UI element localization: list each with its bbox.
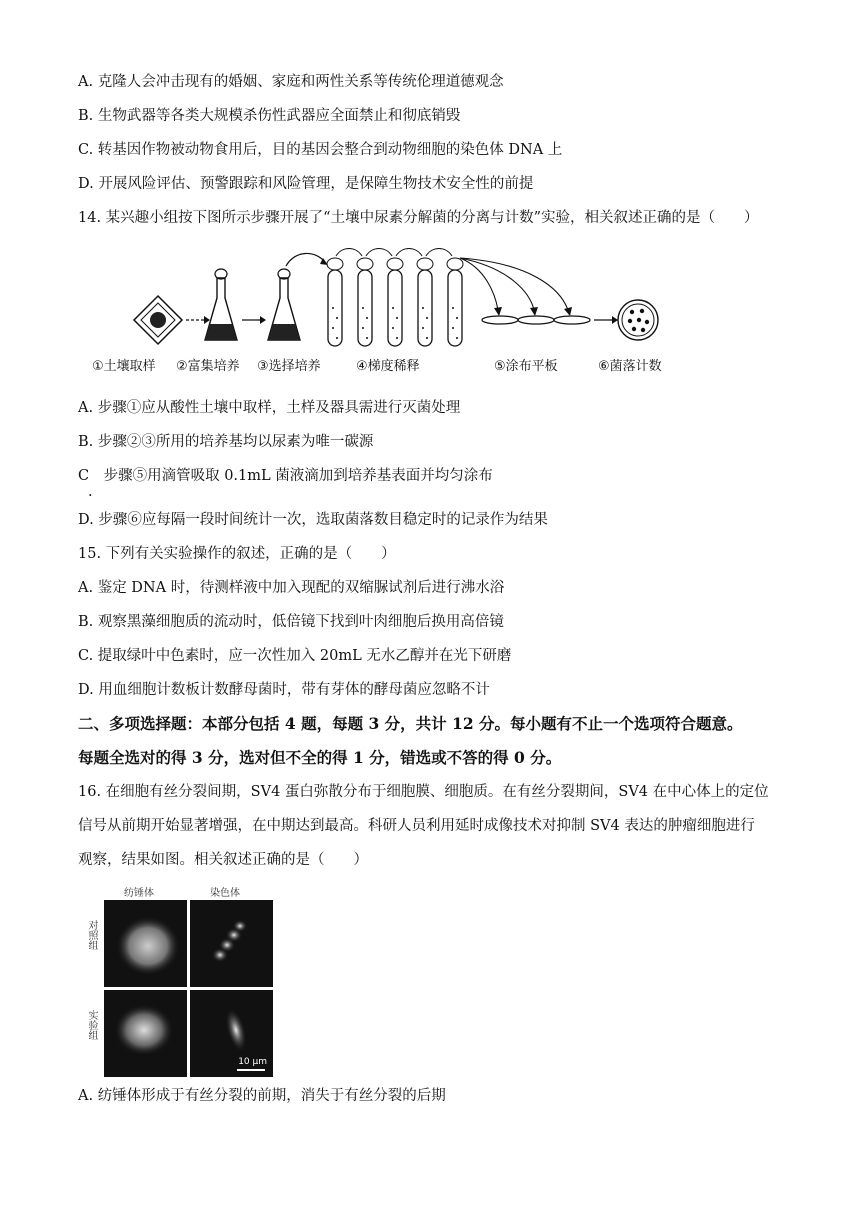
section2-heading-line1: 二、多项选择题：本部分包括 4 题，每题 3 分，共计 12 分。每小题有不止一个选项符合题意。 — [78, 714, 743, 733]
step-label-5: ⑤涂布平板 — [494, 359, 558, 374]
q14-option-d: D. 步骤⑥应每隔一段时间统计一次，选取菌落数目稳定时的记录作为结果 — [78, 512, 548, 528]
q14-option-a: A. 步骤①应从酸性土壤中取样，土样及器具需进行灭菌处理 — [78, 400, 461, 416]
panel-control-chromosome — [190, 900, 273, 987]
q15-stem: 15. 下列有关实验操作的叙述，正确的是（ ） — [78, 546, 396, 562]
panel-experiment-spindle — [104, 990, 187, 1077]
q15-option-a: A. 鉴定 DNA 时，待测样液中加入现配的双缩脲试剂后进行沸水浴 — [78, 580, 505, 596]
panel-control-spindle — [104, 900, 187, 987]
soil-sample-icon — [134, 296, 182, 344]
scale-bar — [237, 1069, 265, 1071]
q15-option-b: B. 观察黑藻细胞质的流动时，低倍镜下找到叶肉细胞后换用高倍镜 — [78, 614, 504, 630]
q14-option-c-dot: . — [88, 484, 93, 500]
colony-plate-icon — [618, 300, 658, 340]
q13-option-a: A. 克隆人会冲击现有的婚姻、家庭和两性关系等传统伦理道德观念 — [78, 74, 504, 90]
section2-heading-line2: 每题全选对的得 3 分，选对但不全的得 1 分，错选或不答的得 0 分。 — [78, 748, 562, 767]
panel-experiment-chromosome — [190, 990, 273, 1077]
step-label-2: ②富集培养 — [176, 359, 240, 374]
col-header-chromosome: 染色体 — [210, 888, 240, 899]
step-label-4: ④梯度稀释 — [356, 359, 420, 374]
row-header-control: 对照组 — [86, 920, 97, 950]
q16-stem-line1: 16. 在细胞有丝分裂间期，SV4 蛋白弥散分布于细胞膜、细胞质。在有丝分裂期间，SV4 在中心体上的定位 — [78, 784, 769, 800]
q14-option-b: B. 步骤②③所用的培养基均以尿素为唯一碳源 — [78, 434, 374, 450]
row-header-experiment: 实验组 — [86, 1010, 97, 1040]
step-label-3: ③选择培养 — [257, 359, 321, 374]
q16-option-a: A. 纺锤体形成于有丝分裂的前期，消失于有丝分裂的后期 — [78, 1088, 446, 1104]
q16-stem-line3: 观察，结果如图。相关叙述正确的是（ ） — [78, 852, 368, 868]
q14-option-c: C 步骤⑤用滴管吸取 0.1mL 菌液滴加到培养基表面并均匀涂布 — [78, 468, 493, 484]
step-label-6: ⑥菌落计数 — [598, 359, 662, 374]
microscopy-figure — [80, 880, 280, 1070]
scale-bar-label: 10 μm — [238, 1057, 267, 1067]
q16-stem-line2: 信号从前期开始显著增强，在中期达到最高。科研人员利用延时成像技术对抑制 SV4 表达的肿瘤细胞进行 — [78, 818, 755, 834]
col-header-spindle: 纺锤体 — [124, 888, 154, 899]
q13-option-d: D. 开展风险评估、预警跟踪和风险管理，是保障生物技术安全性的前提 — [78, 176, 534, 192]
dilution-tubes — [327, 249, 463, 347]
q13-option-c: C. 转基因作物被动物食用后，目的基因会整合到动物细胞的染色体 DNA 上 — [78, 142, 563, 158]
culture-plates — [482, 316, 590, 324]
step-label-1: ①土壤取样 — [92, 359, 156, 374]
selection-flask-icon — [268, 269, 300, 340]
enrichment-flask-icon — [205, 269, 237, 340]
q14-stem: 14. 某兴趣小组按下图所示步骤开展了“土壤中尿素分解菌的分离与计数”实验，相关叙述正确的是（ ） — [78, 210, 759, 226]
q13-option-b: B. 生物武器等各类大规模杀伤性武器应全面禁止和彻底销毁 — [78, 108, 461, 124]
q15-option-d: D. 用血细胞计数板计数酵母菌时，带有芽体的酵母菌应忽略不计 — [78, 682, 490, 698]
q15-option-c: C. 提取绿叶中色素时，应一次性加入 20mL 无水乙醇并在光下研磨 — [78, 648, 512, 664]
